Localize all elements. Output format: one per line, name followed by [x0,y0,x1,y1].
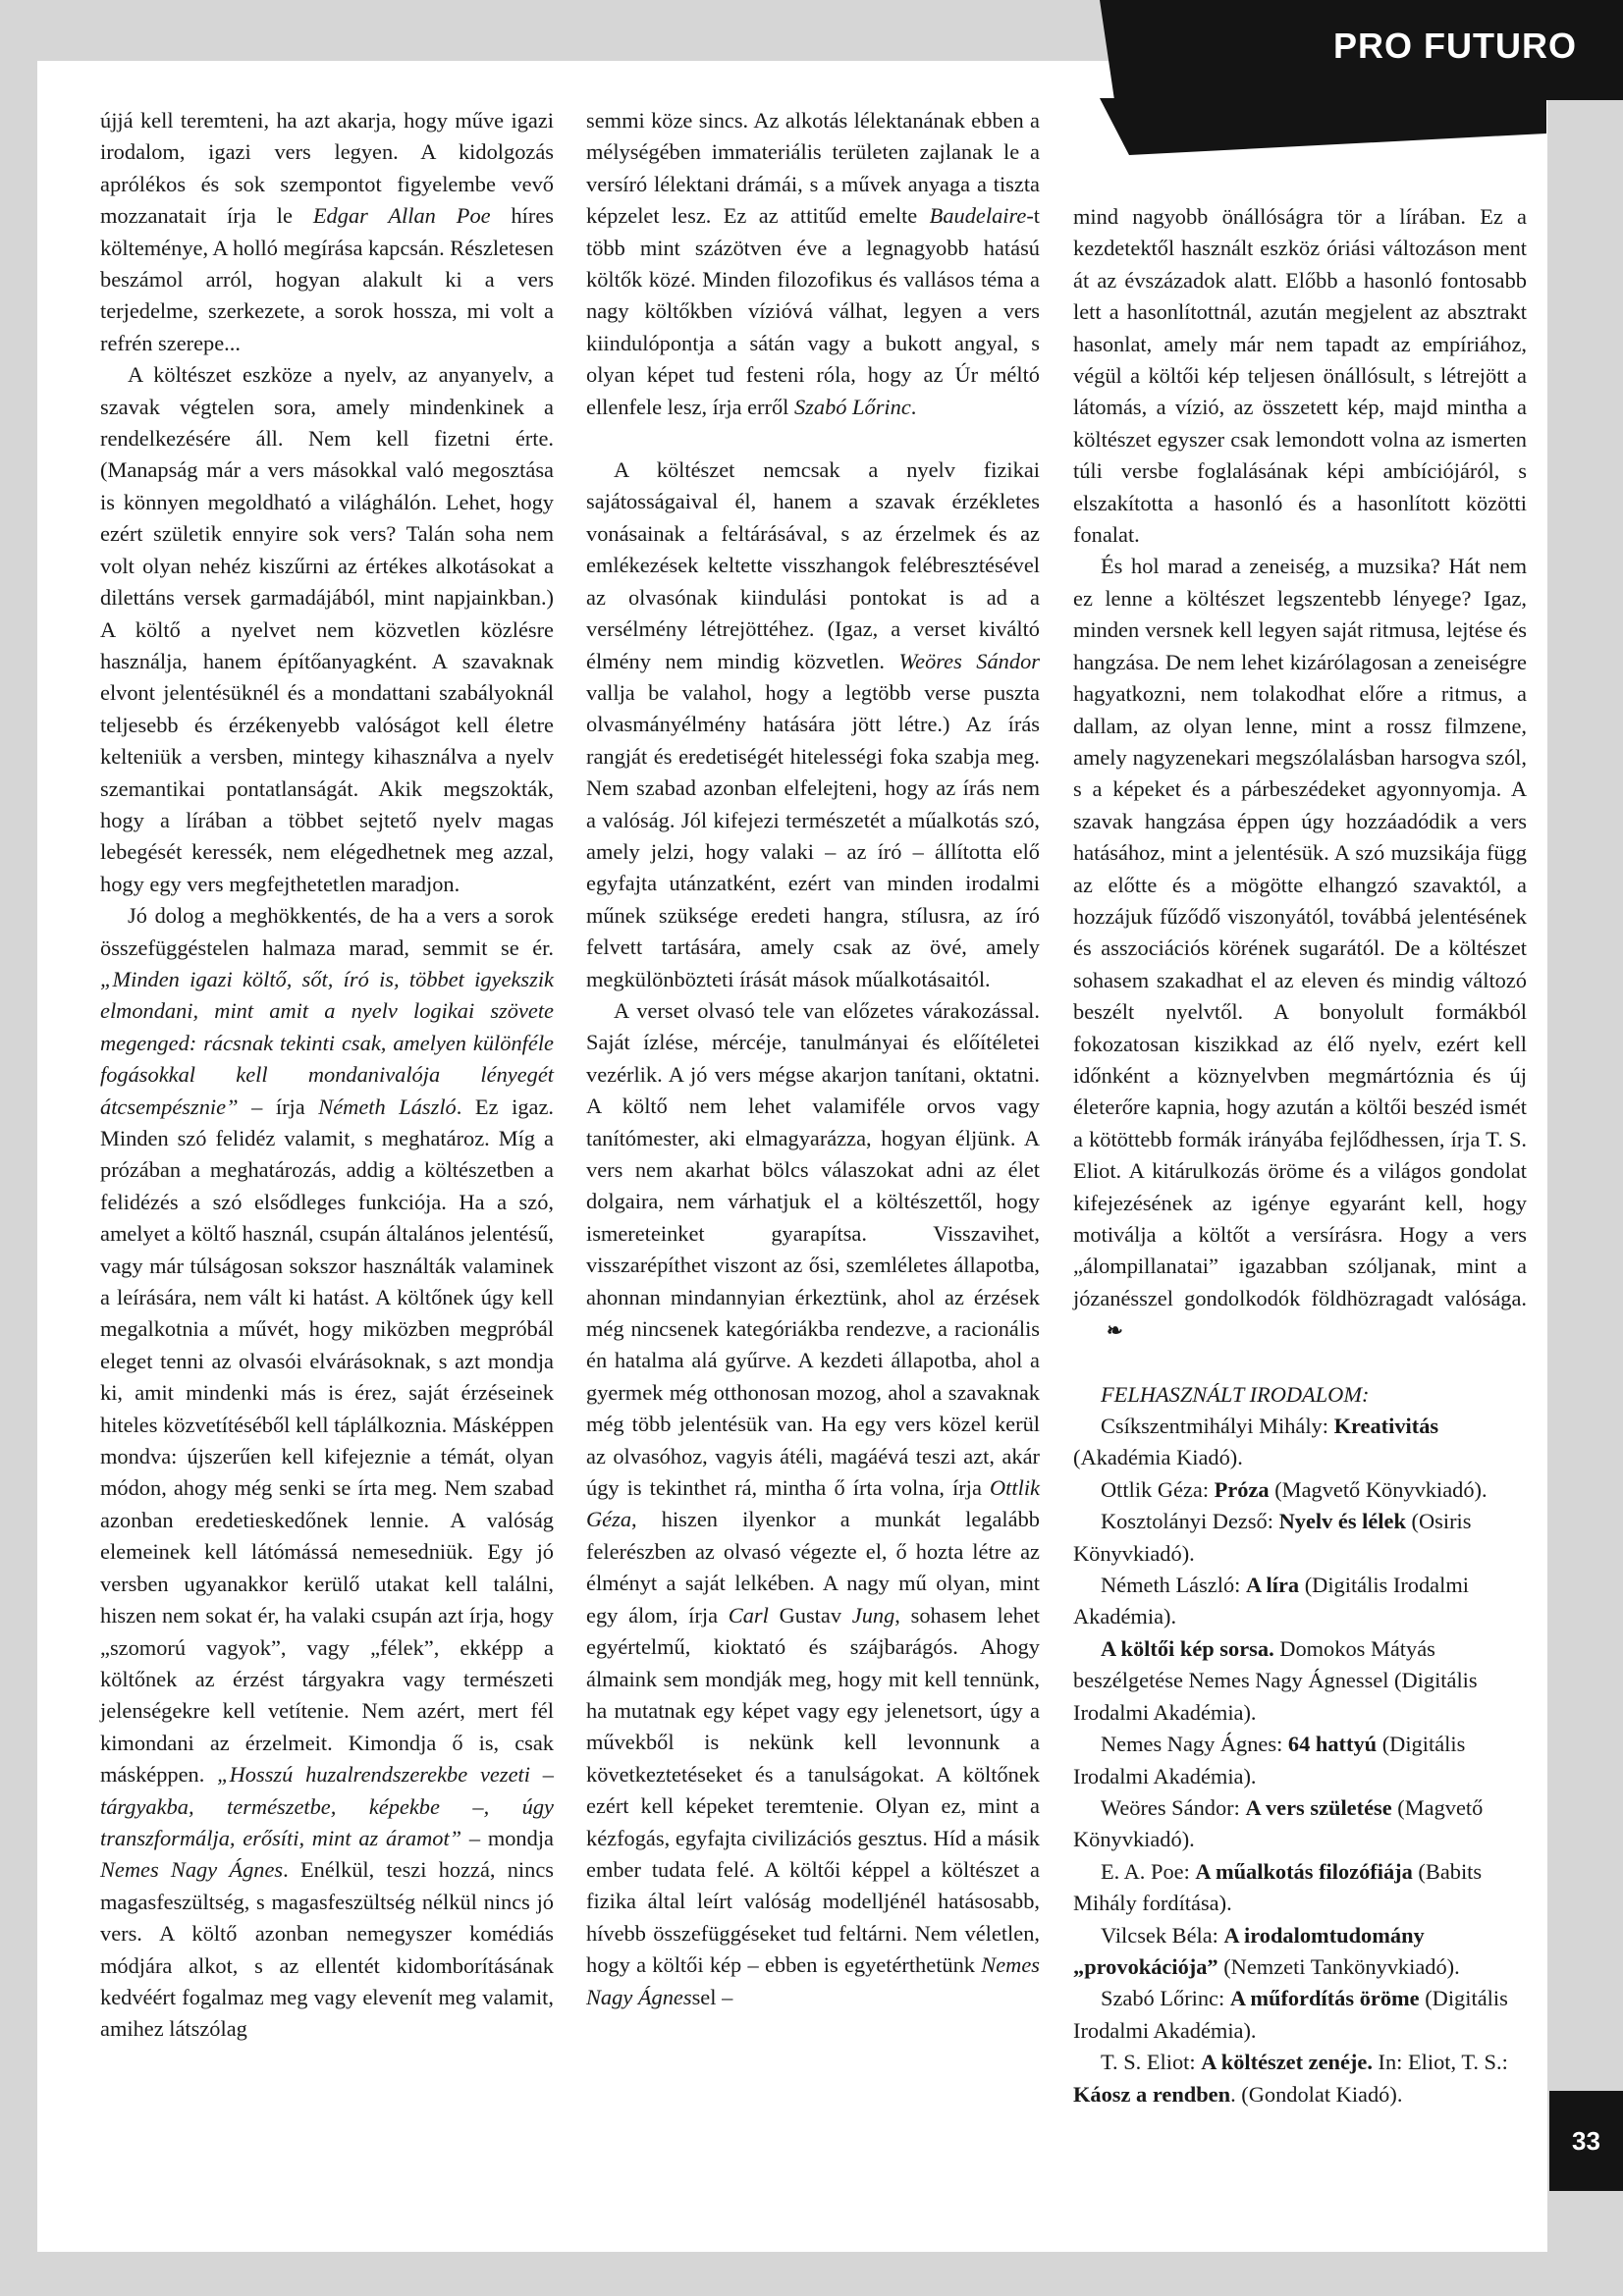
text-column-2 [586,105,1040,2013]
text-span: . Ez igaz. Minden szó felidéz valamit, s meghatároz. Míg a prózában a meghatározás, addig a költészetben a felidézés a szó elsődleges funkciója. Ha a szó, amelyet a költő használ, csupán általános jelentésű, vagy már túlságosan sokszor használták valaminek a leírására, nem vált ki hatást. A költőnek úgy kell megalkotnia a művét, hogy miközben megpróbál eleget tenni az olvasói elvárásoknak, s azt mondja ki, amit mindenki más is érez, saját érzéseinek hiteles közvetítéséből kell táplálkoznia. Másképpen mondva: újszerűen kell kifejeznie a témát, olyan módon, ahogy még senki se írta meg. Nem szabad azonban eredetieskedőnek lennie. A valóság elemeinek kell látómássá nemesedniük. Egy jó versben ugyanakkor kerülő utakat kell találni, hiszen nem sokat ér, ha valaki csupán azt írja, hogy „szomorú vagyok”, vagy „félek”, ekképp a költőnek az érzést tárgyakra vagy természeti jelenségekre kell vetítenie. Nem azért, mert fél kimondani az érzelmeit. Kimondja ő is, csak másképpen. [100,1094,554,1788]
bibliography-entry [1073,1920,1527,1984]
bibliography-heading-text: FELHASZNÁLT IRODALOM [1101,1381,1362,1407]
text-span: Gustav [768,1602,852,1628]
bold-title: A műalkotás filozófiája [1195,1858,1413,1884]
italic-span: Baudelaire [929,203,1027,229]
text-span: (Babits Mihály fordítása). [1073,1858,1483,1916]
text-span: . (Gondolat Kiadó). [1230,2081,1403,2107]
bibliography-entry [1073,2047,1527,2110]
text-column-1 [100,105,554,2046]
bibliography-entry [1073,1856,1527,1920]
text-span: (Akadémia Kiadó). [1073,1445,1243,1470]
bold-title: Nyelv és lélek [1278,1509,1406,1534]
text-span: Ottlik Géza: [1101,1476,1215,1502]
bold-title: A irodalomtudomány „provokációja” [1073,1922,1425,1979]
italic-span: Nemes Nagy Ágnes [100,1857,284,1883]
text-span: Nemes Nagy Ágnes: [1101,1732,1288,1757]
bibliography-entry [1073,1792,1527,1856]
bibliography-entry [1073,1506,1527,1570]
paragraph-gap [1073,1348,1527,1379]
bibliography-entry [1073,1570,1527,1633]
bold-title: A költői kép sorsa. [1101,1635,1274,1661]
text-span: -t több mint százötven éve a legnagyobb hatású költők közé. Minden filozofikus és vallásos téma a nagy költőkben vízióvá válhat, legyen a vers kiindulópontja a sátán vagy a bukott angyal, s olyan képet tud festeni róla, hogy az Úr méltó ellenfele lesz, írja erről [586,203,1040,419]
bold-title: Próza [1214,1476,1270,1502]
text-span: A verset olvasó tele van előzetes várakozással. Saját ízlése, mércéje, tanulmányai és előítéletei vezérlik. A jó vers mégse akarjon tanítani, oktatni. A költő nem lehet valamiféle orvos vagy tanítómester, aki elmagyarázza, hogyan éljünk. A vers nem akarhat bölcs válaszokat adni az élet dolgaira, nem várhatjuk el a költészettől, hogy ismereteinket gyarapítsa. Visszavihet, visszarépíthet viszont az ősi, szemléletes állapotba, ahonnan mindannyian érkeztünk, ahol az érzések még nincsenek kategóriákba rendezve, a racionális én hatalma alá gyűrve. A kezdeti állapotba, ahol a gyermek még otthonosan mozog, ahol a szavaknak még több jelentésük van. Ha egy vers közel kerül az olvasóhoz, vagyis átéli, magáévá teszi azt, akár úgy is tekinthet rá, mintha ő írta volna, írja [586,997,1040,1501]
italic-span: Németh László [318,1094,457,1119]
italic-span: „Minden igazi költő, sőt, író is, többet igyekszik elmondani, mint amit a nyelv logikai szövete megenged: rácsnak tekinti csak, amelyen különféle fogásokkal kell mondanivalója lényegét átcsempésznie” [100,966,554,1119]
text-span: A költészet nemcsak a nyelv fizikai sajátosságaival él, hanem a szavak érzékletes vonásainak a feltárásával, s az érzelmek és az emlékezések keltette visszhangok felébresztésével az olvasónak kiindulási pontokat is ad a versélmény létrejöttéhez. (Igaz, a verset kiváltó élmény nem mindig közvetlen. [586,457,1040,673]
italic-span: Szabó Lőrinc [793,394,911,419]
text-span: Csíkszentmihályi Mihály: [1101,1414,1334,1439]
text-span: (Digitális Irodalmi Akadémia). [1073,1732,1466,1789]
text-span: újjá kell teremteni, ha azt akarja, hogy műve igazi irodalom, igazi vers legyen. A kidolgozás aprólékos és sok szempontot figyelembe vevő mozzanatait írja le [100,108,554,229]
text-span: Németh László: [1101,1573,1246,1598]
text-column-3 [1073,201,1527,2110]
text-span: Domokos Mátyás beszélgetése Nemes Nagy Ágnessel (Digitális Irodalmi Akadémia). [1073,1635,1478,1725]
paragraph [100,359,554,900]
bold-title: A műfordítás öröme [1229,1986,1420,2011]
text-span: (Magvető Könyvkiadó). [1073,1794,1484,1852]
italic-span: „Hosszú huzalrendszerekbe vezeti – tárgyakba, természetbe, képekbe –, úgy transzformálja, erősíti, mint az áramot” [100,1762,554,1850]
paragraph [100,105,554,359]
bibliography-entry [1073,1633,1527,1729]
italic-span: Edgar Allan Poe [312,203,491,229]
paragraph [1073,551,1527,1347]
text-span: Jó dolog a meghökkentés, de ha a vers a sorok összefüggéstelen halmaza marad, semmit se ér. [100,903,554,960]
text-span: A költészet eszköze a nyelv, az anyanyelv, a szavak végtelen sora, amely mindenkinek a rendelkezésére áll. Nem kell fizetni érte. (Manapság már a vers másokkal való megosztása is könnyen megoldható a világhálón. Lehet, hogy ezért születik ennyire sok vers? Talán soha nem volt olyan nehéz kiszűrni az értékes alkotásokat a dilettáns versek garmadájából, mint napjainkban.) A költő a nyelvet nem közvetlen közlésre használja, hanem építőanyagként. A szavaknak elvont jelentésüknél és a mondattani szabályoknál teljesebb és érzékenyebb valóságot kell életre kelteniük a versben, mintegy kihasználva a nyelv szemantikai pontatlanságát. Akik megszokták, hogy a lírában a többet sejtető nyelv magas lebegését keressék, nem elégedhetnek meg azzal, hogy egy vers megfejthetetlen maradjon. [100,362,554,896]
paragraph [1073,201,1527,551]
text-span: (Digitális Irodalmi Akadémia). [1073,1986,1508,2043]
text-span: , sohasem lehet egyértelmű, kioktató és szájbarágós. Ahogy álmaink sem mondják meg, hogy mit kell tennünk, ha mutatnak egy képet vagy egy jelenetsort, úgy a művekből is nekünk kell levonnunk a következtetéseket és a tanulságokat. A költőnek ezért kell képeket teremtenie. Olyan ez, mint a kézfogás, egyfajta civilizációs gesztus. Híd a másik ember tudata felé. A költői képpel a költészet a fizika által leírt valóság modelljénél hatásosabb, hívebb összefüggéseket tud feltárni. Nem véletlen, hogy a költői kép – ebben is egyetérthetünk [586,1602,1040,1978]
text-span: (Digitális Irodalmi Akadémia). [1073,1573,1469,1629]
page-number: 33 [1549,2091,1623,2191]
text-span: (Nemzeti Tankönyvkiadó). [1217,1953,1460,1979]
text-span: . [910,394,917,419]
text-span: (Osiris Könyvkiadó). [1073,1509,1472,1566]
text-span: In: Eliot, T. S.: [1372,2050,1508,2075]
paragraph [586,105,1040,423]
paragraph [100,900,554,2046]
text-span: sel – [691,1984,733,2009]
text-span: E. A. Poe: [1101,1858,1196,1884]
text-span: , hiszen ilyenkor a munkát legalább felerészben az olvasó végezte el, ő hozta létre az élményt a saját lelkében. A nagy mű olyan, mint egy álom, írja [586,1507,1040,1628]
bold-title: Káosz a rendben [1073,2081,1231,2107]
paragraph [586,454,1040,995]
paragraph-gap [586,423,1040,454]
end-of-article-icon: ❧ [1107,1320,1123,1343]
italic-span: Weöres Sándor [898,648,1040,673]
text-span: Vilcsek Béla: [1101,1922,1224,1948]
bold-title: A költészet zenéje. [1201,2050,1373,2075]
italic-span: Jung [851,1602,895,1628]
text-span: híres költeménye, A holló megírása kapcsán. Részletesen beszámol arról, hogyan alakult ki a vers terjedelme, szerkezete, a sorok hossza, mi volt a refrén szerepe... [100,203,555,355]
text-span: És hol marad a zeneiség, a muzsika? Hát nem ez lenne a költészet legszentebb lényege? Igaz, minden versnek kell legyen saját ritmusa, lejtése és hangzása. De nem lehet kizárólagosan a zeneiségre hagyatkozni, nem tolakodhat előre a ritmus, a dallam, az olyan lenne, mint a rossz filmzene, amely nagyzenekari megszólalásban harsogva szól, s a képeket és a párbeszédeket agyonnyomja. A szavak hangzása éppen úgy hozzáadódik a vers hatásához, mint a jelentésük. A szó muzsikája függ az előtte és a mögötte elhangzó szavaktól, a hozzájuk fűződő viszonyától, továbbá jelentésének és asszociációs körének sugarától. De a költészet sohasem szakadhat el az eleven és mindig változó beszélt nyelvtől. A bonyolult formákból fokozatosan kiszikkad az élő nyelv, ezért kell időnként a köznyelvben megmártóznia és új életerőre kapnia, hogy azután a költői beszéd ismét a kötöttebb formák irányába fejlődhessen, írja T. S. Eliot. A kitárulkozás öröme és a világos gondolat kifejezésének az igénye egyaránt kell, hogy motiválja a költőt a versírásra. Hogy a vers „álompillanatai” igazabban szóljanak, mint a józanésszel gondolkodók földhözragadt valósága. [1073,554,1527,1310]
bold-title: Kreativitás [1333,1414,1439,1439]
text-span: Szabó Lőrinc: [1101,1986,1230,2011]
text-span: – írja [238,1094,319,1119]
text-span: mind nagyobb önállóságra tör a lírában. Ez a kezdetektől használt eszköz óriási változáson ment át az évszázadok alatt. Előbb a hasonló fontosabb lett a hasonlítottnál, azután megjelent az absztrakt hasonlat, amely már nem tapadt az empíriához, végül a költői kép teljesen önállósult, s létrejött a látomás, a vízió, az összetett kép, majd mintha a költészet egyszer csak lemondott volna az ismerten túli versbe foglalásának képi ambíciójáról, s elszakította a hasonló és a hasonlított közötti fonalat. [1073,204,1527,548]
text-span: Kosztolányi Dezső: [1101,1509,1279,1534]
bibliography-entry [1073,1474,1527,1506]
italic-span: Nemes Nagy Ágnes [586,1952,1040,2009]
text-span: vallja be valahol, hogy a legtöbb verse puszta olvasmányélmény hatására jött létre.) Az írás rangját és eredetiségét hitelességi foka szabja meg. Nem szabad azonban elfelejteni, hogy az írás nem a valóság. Jól kifejezi természetét a műalkotás szó, amely jelzi, hogy valaki – az író – állította elő egyfajta utánzatként, ezért van minden irodalmi műnek szüksége eredeti hangra, stílusra, az író felvett tartására, amely csak az övé, amely megkülönbözteti írását mások műalkotásaitól. [586,679,1040,991]
bold-title: 64 hattyú [1287,1732,1378,1757]
text-span: (Magvető Könyvkiadó). [1269,1476,1488,1502]
text-span: T. S. Eliot: [1101,2050,1202,2075]
italic-span: Ottlik Géza [586,1475,1040,1532]
text-span: semmi köze sincs. Az alkotás lélektanának ebben a mélységében immateriális területen zajlanak le a versíró lélektani drámái, s a művek anyaga a tiszta képzelet lesz. Ez az attitűd emelte [586,108,1040,229]
text-span: Weöres Sándor: [1101,1794,1246,1820]
bold-title: A vers születése [1245,1794,1392,1820]
bibliography-entry [1073,1411,1527,1474]
bold-title: A líra [1245,1573,1300,1598]
paragraph [586,995,1040,2013]
bibliography-heading: FELHASZNÁLT IRODALOM: [1101,1381,1370,1407]
text-span: . Enélkül, teszi hozzá, nincs magasfeszültség, s magasfeszültség nélkül nincs jó vers. A költő azonban nemegyszer komédiás módjára alkot, s az ellentét kidomborításának kedvéért fogalmaz meg vagy elevenít meg valamit, amihez látszólag [100,1857,554,2042]
bibliography-entry [1073,1983,1527,2047]
italic-span: Carl [728,1602,769,1628]
text-span: – mondja [461,1825,554,1850]
bibliography-entry [1073,1729,1527,1792]
magazine-title: PRO FUTURO [1333,26,1577,66]
